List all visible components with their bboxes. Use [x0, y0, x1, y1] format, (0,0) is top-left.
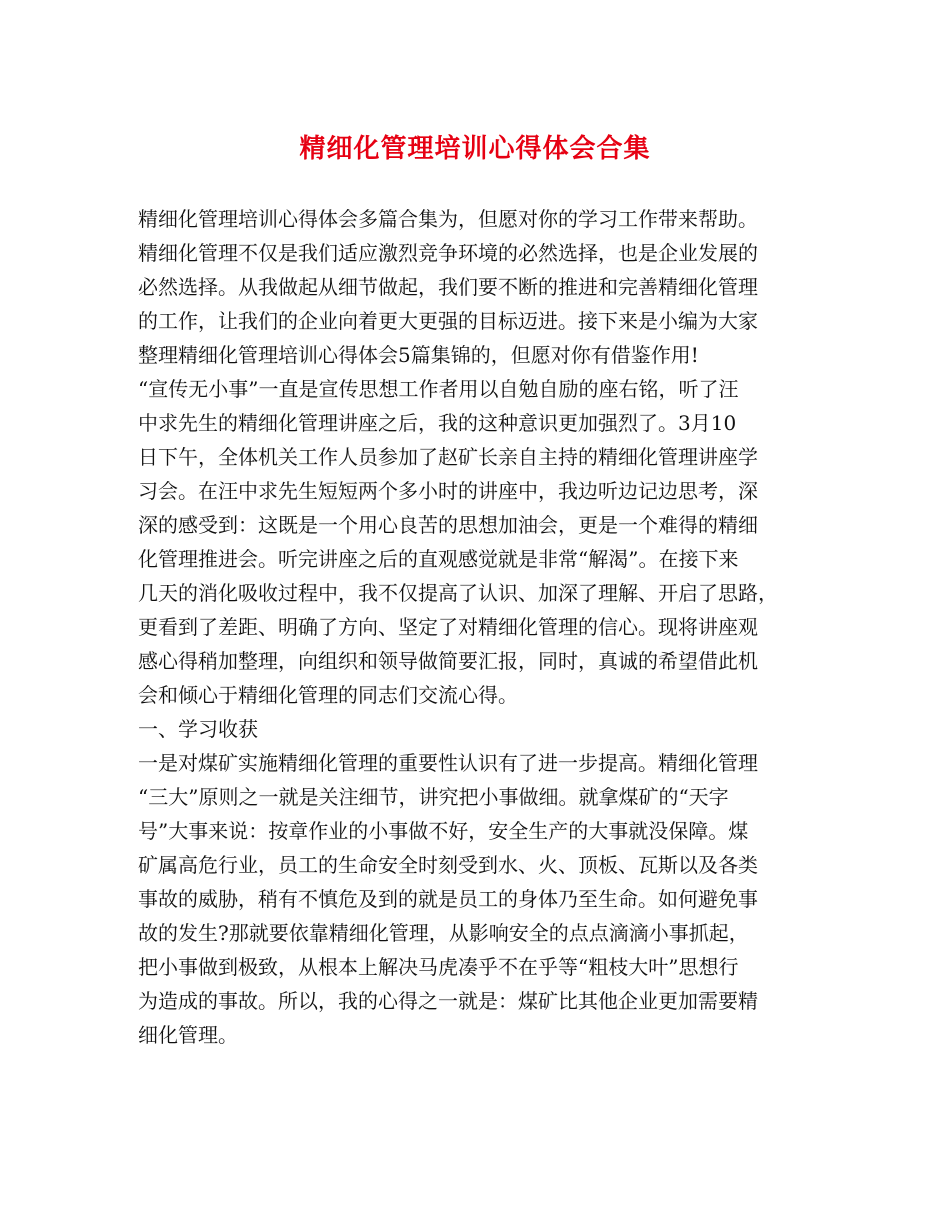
- body-line: 深的感受到：这既是一个用心良苦的思想加油会，更是一个难得的精细: [138, 513, 758, 537]
- body-line: 必然选择。从我做起从细节做起，我们要不断的推进和完善精细化管理: [138, 275, 758, 299]
- body-line: 整理精细化管理培训心得体会5篇集锦的，但愿对你有借鉴作用!: [138, 343, 699, 367]
- body-line: 习会。在汪中求先生短短两个多小时的讲座中，我边听边记边思考，深: [138, 479, 758, 503]
- body-line: 矿属高危行业，员工的生命安全时刻受到水、火、顶板、瓦斯以及各类: [138, 853, 758, 877]
- body-line: 感心得稍加整理，向组织和领导做简要汇报，同时，真诚的希望借此机: [138, 649, 758, 673]
- body-line: 故的发生?那就要依靠精细化管理，从影响安全的点点滴滴小事抓起，: [138, 921, 749, 945]
- body-line: 中求先生的精细化管理讲座之后，我的这种意识更加强烈了。3月10: [138, 411, 737, 435]
- body-line: 精细化管理不仅是我们适应激烈竞争环境的必然选择，也是企业发展的: [138, 241, 758, 265]
- body-line: 的工作，让我们的企业向着更大更强的目标迈进。接下来是小编为大家: [138, 309, 758, 333]
- body-line: 事故的威胁，稍有不慎危及到的就是员工的身体乃至生命。如何避免事: [138, 887, 758, 911]
- body-line: 几天的消化吸收过程中，我不仅提高了认识、加深了理解、开启了思路，: [138, 581, 778, 605]
- document-title: 精细化管理培训心得体会合集: [299, 134, 651, 164]
- body-line: 精细化管理培训心得体会多篇合集为，但愿对你的学习工作带来帮助。: [138, 207, 758, 231]
- body-line: 号”大事来说：按章作业的小事做不好，安全生产的大事就没保障。煤: [138, 819, 749, 843]
- section-heading: 一、学习收获: [138, 717, 258, 741]
- body-line: 日下午，全体机关工作人员参加了赵矿长亲自主持的精细化管理讲座学: [138, 445, 758, 469]
- body-line: “三大”原则之一就是关注细节，讲究把小事做细。就拿煤矿的“天字: [138, 785, 729, 809]
- body-line: 化管理推进会。听完讲座之后的直观感觉就是非常“解渴”。在接下来: [138, 547, 739, 571]
- body-line: 为造成的事故。所以，我的心得之一就是：煤矿比其他企业更加需要精: [138, 989, 758, 1013]
- body-line: “宣传无小事”一直是宣传思想工作者用以自勉自励的座右铭，听了汪: [138, 377, 739, 401]
- body-line: 一是对煤矿实施精细化管理的重要性认识有了进一步提高。精细化管理: [138, 751, 758, 775]
- document-body: [138, 202, 818, 1052]
- body-line: 细化管理。: [138, 1023, 238, 1047]
- body-line: 会和倾心于精细化管理的同志们交流心得。: [138, 683, 518, 707]
- body-line: 更看到了差距、明确了方向、坚定了对精细化管理的信心。现将讲座观: [138, 615, 758, 639]
- body-line: 把小事做到极致，从根本上解决马虎凑乎不在乎等“粗枝大叶”思想行: [138, 955, 739, 979]
